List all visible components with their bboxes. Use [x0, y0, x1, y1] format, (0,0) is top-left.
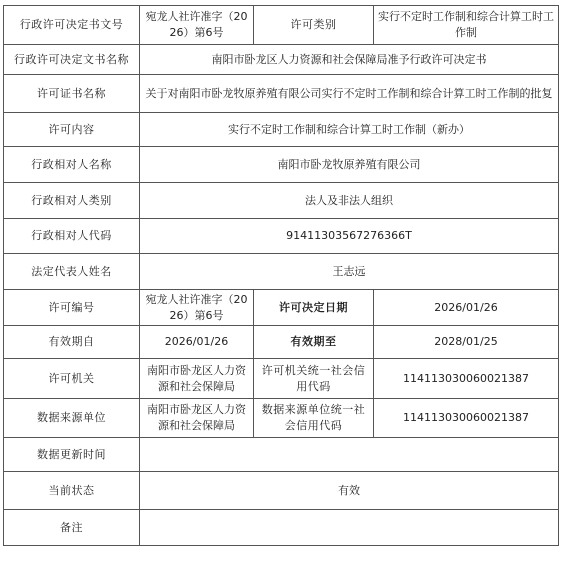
label-legal-rep: 法定代表人姓名 — [4, 254, 140, 290]
value-authority-credit-code: 114113030060021387 — [374, 359, 559, 399]
label-valid-to: 有效期至 — [254, 326, 374, 359]
value-status: 有效 — [140, 472, 559, 510]
value-license-content: 实行不定时工作制和综合计算工时工作制（新办） — [140, 113, 559, 147]
value-license-name: 关于对南阳市卧龙牧原养殖有限公司实行不定时工作制和综合计算工时工作制的批复 — [140, 75, 559, 113]
label-decision-date: 许可决定日期 — [254, 290, 374, 326]
label-authority: 许可机关 — [4, 359, 140, 399]
label-status: 当前状态 — [4, 472, 140, 510]
label-valid-from: 有效期自 — [4, 326, 140, 359]
value-license-category: 实行不定时工作制和综合计算工时工作制 — [374, 6, 559, 45]
license-info-table — [3, 5, 559, 546]
label-license-no: 许可编号 — [4, 290, 140, 326]
row-remark — [4, 510, 559, 546]
label-license-category: 许可类别 — [254, 6, 374, 45]
value-update-time — [140, 438, 559, 472]
value-valid-from: 2026/01/26 — [140, 326, 254, 359]
row-license-no — [4, 290, 559, 326]
label-counterpart-code: 行政相对人代码 — [4, 219, 140, 254]
row-data-source — [4, 399, 559, 438]
label-remark: 备注 — [4, 510, 140, 546]
value-data-source: 南阳市卧龙区人力资源和社会保障局 — [140, 399, 254, 438]
label-decision-no: 行政许可决定书文号 — [4, 6, 140, 45]
label-update-time: 数据更新时间 — [4, 438, 140, 472]
value-decision-name: 南阳市卧龙区人力资源和社会保障局准予行政许可决定书 — [140, 45, 559, 75]
value-decision-no: 宛龙人社许准字（2026）第6号 — [140, 6, 254, 45]
label-counterpart-type: 行政相对人类别 — [4, 183, 140, 219]
value-decision-date: 2026/01/26 — [374, 290, 559, 326]
row-counterpart-type — [4, 183, 559, 219]
value-license-no: 宛龙人社许准字（2026）第6号 — [140, 290, 254, 326]
label-counterpart-name: 行政相对人名称 — [4, 147, 140, 183]
label-data-source: 数据来源单位 — [4, 399, 140, 438]
row-legal-rep — [4, 254, 559, 290]
value-legal-rep: 王志远 — [140, 254, 559, 290]
row-counterpart-code — [4, 219, 559, 254]
value-remark — [140, 510, 559, 546]
row-counterpart-name — [4, 147, 559, 183]
row-valid-from — [4, 326, 559, 359]
value-authority: 南阳市卧龙区人力资源和社会保障局 — [140, 359, 254, 399]
value-data-source-credit-code: 114113030060021387 — [374, 399, 559, 438]
row-authority — [4, 359, 559, 399]
label-license-name: 许可证书名称 — [4, 75, 140, 113]
label-authority-credit-code: 许可机关统一社会信用代码 — [254, 359, 374, 399]
label-data-source-credit-code: 数据来源单位统一社会信用代码 — [254, 399, 374, 438]
row-license-name — [4, 75, 559, 113]
row-license-content — [4, 113, 559, 147]
label-decision-name: 行政许可决定文书名称 — [4, 45, 140, 75]
row-decision-name — [4, 45, 559, 75]
row-status — [4, 472, 559, 510]
value-counterpart-code: 91411303567276366T — [140, 219, 559, 254]
label-license-content: 许可内容 — [4, 113, 140, 147]
value-valid-to: 2028/01/25 — [374, 326, 559, 359]
row-update-time — [4, 438, 559, 472]
value-counterpart-name: 南阳市卧龙牧原养殖有限公司 — [140, 147, 559, 183]
row-decision-no — [4, 6, 559, 45]
value-counterpart-type: 法人及非法人组织 — [140, 183, 559, 219]
